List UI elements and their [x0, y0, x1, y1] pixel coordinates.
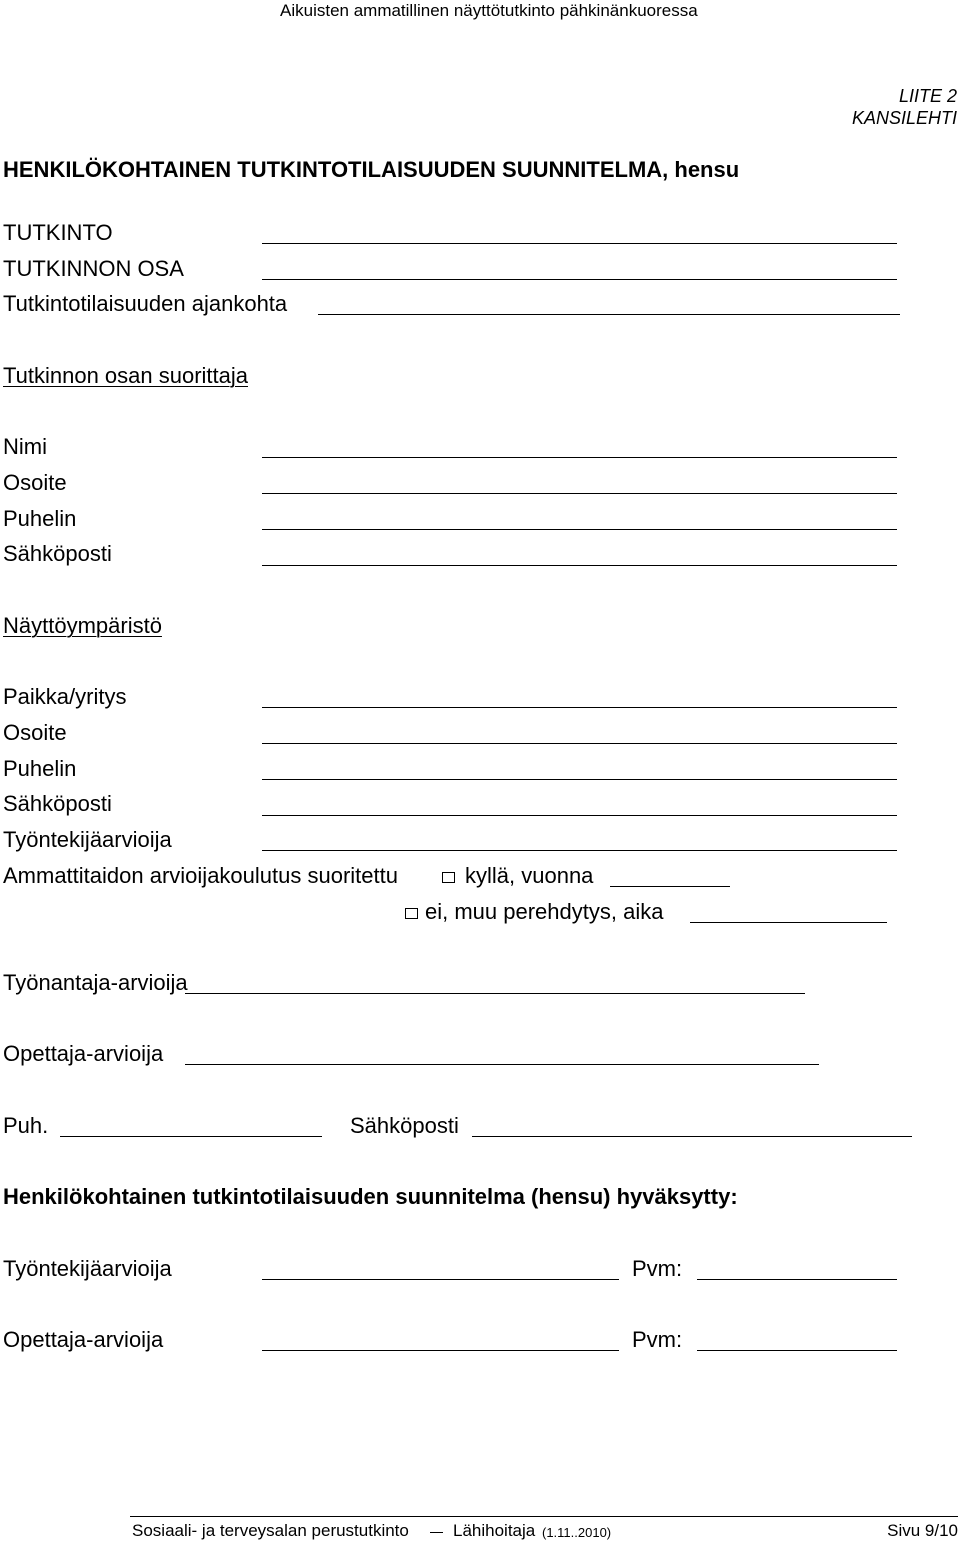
- page-title: HENKILÖKOHTAINEN TUTKINTOTILAISUUDEN SUUNNITELMA, hensu: [3, 157, 740, 182]
- employer-assessor-field[interactable]: [185, 993, 805, 994]
- footer-title: Lähihoitaja: [453, 1521, 536, 1540]
- performer-puhelin-label: Puhelin: [3, 506, 77, 531]
- ajankohta-label: Tutkintotilaisuuden ajankohta: [3, 291, 288, 316]
- env-email-field[interactable]: [262, 815, 897, 816]
- footer-dash: [430, 1532, 443, 1533]
- training-question: Ammattitaidon arvioijakoulutus suoritettu: [3, 863, 398, 888]
- footer-rule: [130, 1516, 958, 1517]
- approval-teacher-signature[interactable]: [262, 1350, 619, 1351]
- performer-nimi-field[interactable]: [262, 457, 897, 458]
- approval-heading: Henkilökohtainen tutkintotilaisuuden suunnitelma (hensu) hyväksytty:: [3, 1184, 738, 1209]
- performer-osoite-label: Osoite: [3, 470, 67, 495]
- ajankohta-field[interactable]: [318, 314, 900, 315]
- appendix-label: LIITE 2: [898, 86, 957, 106]
- footer-program: Sosiaali- ja terveysalan perustutkinto: [132, 1521, 409, 1540]
- performer-nimi-label: Nimi: [3, 434, 47, 459]
- env-puhelin-label: Puhelin: [3, 756, 77, 781]
- footer-page: Sivu 9/10: [887, 1521, 958, 1540]
- env-assessor-field[interactable]: [262, 850, 897, 851]
- assessor-email-field[interactable]: [472, 1136, 912, 1137]
- appendix-sublabel: KANSILEHTI: [851, 108, 957, 128]
- performer-puhelin-field[interactable]: [262, 529, 897, 530]
- env-paikka-field[interactable]: [262, 707, 897, 708]
- approval-date2-field[interactable]: [697, 1350, 897, 1351]
- year-field[interactable]: [610, 886, 730, 887]
- performer-email-label: Sähköposti: [3, 541, 112, 566]
- env-puhelin-field[interactable]: [262, 779, 897, 780]
- environment-heading: Näyttöympäristö: [3, 613, 162, 638]
- employer-assessor-label: Työnantaja-arvioija: [3, 970, 188, 995]
- approval-employee-signature[interactable]: [262, 1279, 619, 1280]
- env-assessor-label: Työntekijäarvioija: [3, 827, 172, 852]
- env-osoite-field[interactable]: [262, 743, 897, 744]
- teacher-assessor-field[interactable]: [185, 1064, 819, 1065]
- performer-osoite-field[interactable]: [262, 493, 897, 494]
- phone-label: Puh.: [3, 1113, 49, 1138]
- teacher-assessor-label: Opettaja-arvioija: [3, 1041, 164, 1066]
- time-field[interactable]: [690, 922, 887, 923]
- footer-date: (1.11..2010): [542, 1525, 612, 1540]
- phone-field[interactable]: [60, 1136, 322, 1137]
- checkbox-no[interactable]: [405, 908, 418, 919]
- approval-date1-field[interactable]: [697, 1279, 897, 1280]
- env-paikka-label: Paikka/yritys: [3, 684, 127, 709]
- approval-employee-label: Työntekijäarvioija: [3, 1256, 172, 1281]
- approval-date1-label: Pvm:: [632, 1256, 683, 1281]
- option-no-label: ei, muu perehdytys, aika: [425, 899, 664, 924]
- tutkinto-field[interactable]: [262, 243, 897, 244]
- performer-email-field[interactable]: [262, 565, 897, 566]
- env-osoite-label: Osoite: [3, 720, 67, 745]
- approval-teacher-label: Opettaja-arvioija: [3, 1327, 164, 1352]
- tutkinnon-osa-field[interactable]: [262, 279, 897, 280]
- option-yes-label: kyllä, vuonna: [465, 863, 594, 888]
- assessor-email-label: Sähköposti: [350, 1113, 459, 1138]
- approval-date2-label: Pvm:: [632, 1327, 683, 1352]
- tutkinnon-osa-label: TUTKINNON OSA: [3, 256, 184, 281]
- checkbox-yes[interactable]: [442, 872, 455, 883]
- performer-heading: Tutkinnon osan suorittaja: [3, 363, 248, 388]
- env-email-label: Sähköposti: [3, 791, 112, 816]
- running-header: Aikuisten ammatillinen näyttötutkinto pähkinänkuoressa: [280, 1, 698, 20]
- tutkinto-label: TUTKINTO: [3, 220, 113, 245]
